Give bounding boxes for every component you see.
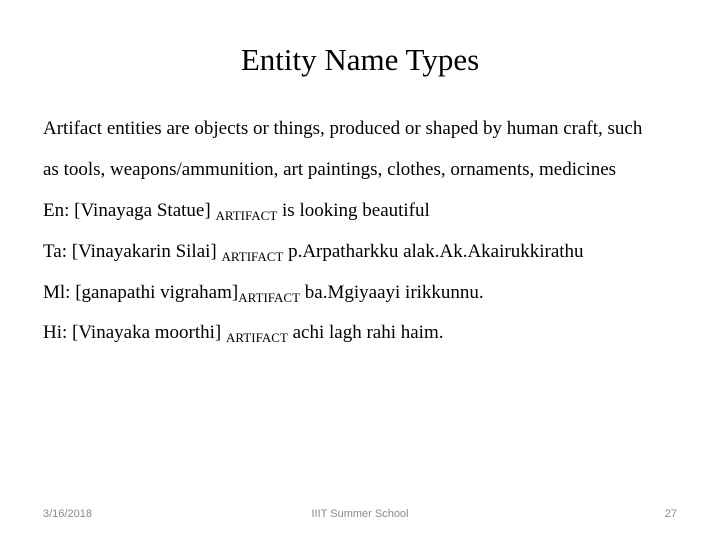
example-suffix: p.Arpatharkku alak.Ak.Akairukkirathu	[283, 241, 584, 262]
example-suffix: achi lagh rahi haim.	[287, 322, 444, 343]
example-hindi	[43, 321, 443, 346]
entity-tag: ARTIFACT	[226, 330, 288, 345]
definition-line-2: as tools, weapons/ammunition, art paintings, clothes, ornaments, medicines	[43, 159, 617, 180]
slide-number: 27	[664, 508, 677, 520]
example-prefix: Ta: [Vinayakarin Silai]	[43, 241, 222, 262]
example-suffix: is looking beautiful	[277, 200, 430, 221]
example-suffix: ba.Mgiyaayi irikkunnu.	[300, 282, 484, 303]
example-prefix: En: [Vinayaga Statue]	[43, 200, 216, 221]
footer-center-text: IIIT Summer School	[311, 508, 409, 520]
entity-tag: ARTIFACT	[221, 249, 284, 264]
footer-date: 3/16/2018	[43, 508, 92, 520]
entity-tag: ARTIFACT	[238, 290, 301, 305]
slide-title: Entity Name Types	[240, 42, 480, 77]
example-prefix: Ml: [ganapathi vigraham]	[43, 282, 239, 303]
example-malayalam	[43, 281, 484, 306]
example-tamil	[43, 240, 584, 265]
entity-tag: ARTIFACT	[215, 208, 278, 223]
example-english	[43, 199, 430, 224]
definition-line-1: Artifact entities are objects or things, produced or shaped by human craft, such	[43, 118, 643, 139]
example-prefix: Hi: [Vinayaka moorthi]	[43, 322, 227, 343]
